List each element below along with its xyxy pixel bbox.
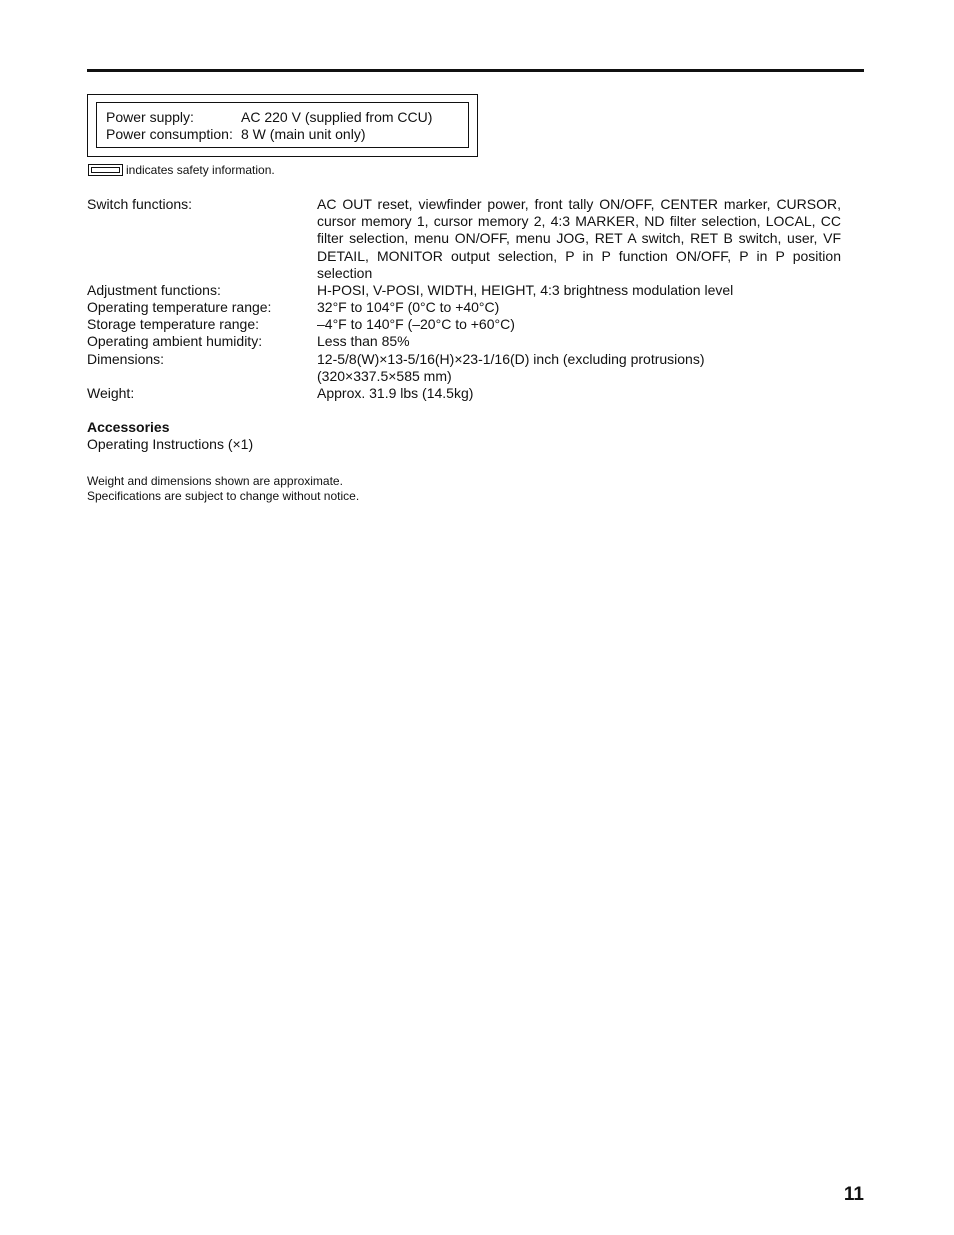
note-approximate: Weight and dimensions shown are approximate. <box>87 474 343 488</box>
spec-label: Adjustment functions: <box>87 282 221 298</box>
spec-label: Operating temperature range: <box>87 299 272 315</box>
dimensions-inch: 12-5/8(W)×13-5/16(H)×23-1/16(D) inch (excluding protrusions) <box>317 351 705 367</box>
spec-label: Weight: <box>87 385 135 401</box>
power-consumption-value: 8 W (main unit only) <box>241 126 366 142</box>
spec-label: Dimensions: <box>87 351 165 367</box>
page-number: 11 <box>843 1184 864 1205</box>
spec-value <box>317 351 841 385</box>
power-supply-value: AC 220 V (supplied from CCU) <box>241 109 433 125</box>
accessories-heading: Accessories <box>87 419 170 435</box>
top-rule <box>87 69 864 72</box>
spec-value: H-POSI, V-POSI, WIDTH, HEIGHT, 4:3 brightness modulation level <box>317 282 734 298</box>
accessories-item: Operating Instructions (×1) <box>87 436 254 452</box>
spec-value: Approx. 31.9 lbs (14.5kg) <box>317 385 474 401</box>
spec-value: –4°F to 140°F (–20°C to +60°C) <box>317 316 515 332</box>
spec-label: Operating ambient humidity: <box>87 333 263 349</box>
spec-label: Switch functions: <box>87 196 193 212</box>
spec-value: Less than 85% <box>317 333 410 349</box>
note-change-notice: Specifications are subject to change without notice. <box>87 489 360 503</box>
spec-value: 32°F to 104°F (0°C to +40°C) <box>317 299 500 315</box>
power-consumption-label: Power consumption: <box>106 126 233 142</box>
power-supply-label: Power supply: <box>106 109 194 125</box>
spec-label: Storage temperature range: <box>87 316 259 332</box>
safety-box-icon <box>88 164 123 176</box>
spec-value: AC OUT reset, viewfinder power, front tally ON/OFF, CENTER marker, CURSOR, cursor memory 1, cursor memory 2, 4:3 MARKER, ND filter selection, LOCAL, CC filter selection, menu ON/OFF, menu JOG, RET A switch, RET B switch, user, VF DETAIL, MONITOR output selection, P in P function ON/OFF, P in P position selection <box>317 196 841 281</box>
dimensions-mm: (320×337.5×585 mm) <box>317 368 452 385</box>
safety-legend-text: indicates safety information. <box>126 163 275 177</box>
